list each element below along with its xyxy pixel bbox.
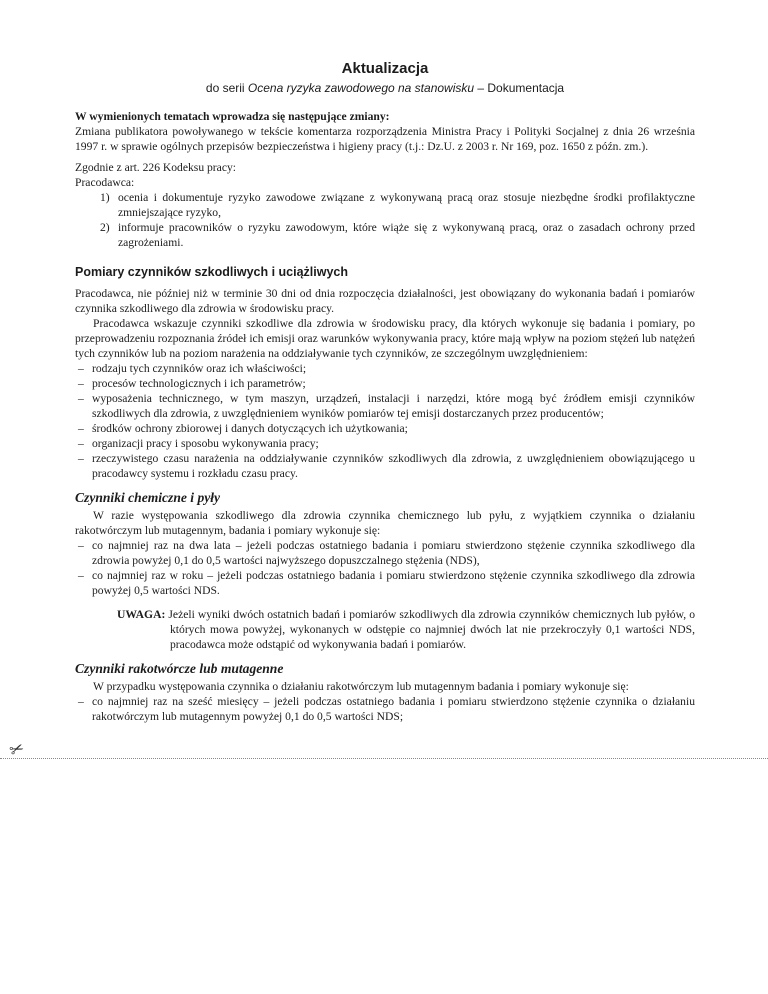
list-item-text: wyposażenia technicznego, w tym maszyn, urządzeń, instalacji i narzędzi, które mogą być źródłem emisji czynników szkodliwych dla zdrowia, z uwzględnieniem wyników pomiarów tej emisji dostarczanych przez producentów;	[92, 392, 695, 420]
list-marker: –	[78, 437, 84, 450]
list-marker: –	[78, 452, 84, 465]
list-marker: –	[78, 539, 84, 552]
chemical-paragraph-1: W razie występowania szkodliwego dla zdrowia czynnika chemicznego lub pyłu, z wyjątkiem czynnika o działaniu rakotwórczym lub mutagennym, badania i pomiary wykonuje się:	[75, 509, 695, 537]
numbered-list-item	[75, 190, 695, 220]
uwaga-text: Jeżeli wyniki dwóch ostatnich badań i pomiarów szkodliwych dla zdrowia czynników chemicznych lub pyłów, o których mowa powyżej, wykonanych w odstępie co najmniej dwóch lat nie przekroczyły 0,1 wartości NDS, pracodawca może odstąpić od wykonywania badań i pomiarów.	[168, 608, 695, 651]
list-marker: –	[78, 377, 84, 390]
dash-list-item	[75, 376, 695, 391]
subtitle-prefix: do serii	[205, 81, 248, 95]
list-marker: –	[78, 392, 84, 405]
list-marker: 2)	[100, 221, 110, 234]
cut-dotted-line	[0, 758, 768, 759]
numbered-list-item	[75, 220, 695, 250]
list-item-text: procesów technologicznych i ich parametrów;	[92, 377, 306, 390]
dash-list-item	[75, 421, 695, 436]
list-item-text: co najmniej raz w roku – jeżeli podczas ostatniego badania i pomiaru stwierdzono stężenie czynnika szkodliwego dla zdrowia powyżej 0,5 wartości NDS.	[92, 569, 695, 597]
list-item-text: środków ochrony zbiorowej i danych dotyczących ich użytkowania;	[92, 422, 408, 435]
changes-paragraph: Zmiana publikatora powoływanego w tekście komentarza rozporządzenia Ministra Pracy i Polityki Socjalnej z dnia 26 września 1997 r. w sprawie ogólnych przepisów bezpieczeństwa i higieny pracy (t.j.: Dz.U. z 2003 r. Nr 169, poz. 1650 z późn. zm.).	[75, 125, 695, 153]
list-marker: –	[78, 695, 84, 708]
list-item-text: rodzaju tych czynników oraz ich właściwości;	[92, 362, 307, 375]
carcinogenic-paragraph-1: W przypadku występowania czynnika o działaniu rakotwórczym lub mutagennym badania i pomiary wykonuje się:	[93, 680, 629, 693]
page-subtitle	[75, 81, 695, 96]
pracodawca-line: Pracodawca:	[75, 176, 135, 189]
list-marker: –	[78, 362, 84, 375]
list-item-text: informuje pracowników o ryzyku zawodowym, które wiąże się z wykonywaną pracą, oraz o zasadach ochrony przed zagrożeniami.	[118, 221, 695, 249]
subtitle-suffix: – Dokumentacja	[474, 81, 565, 95]
list-item-text: ocenia i dokumentuje ryzyko zawodowe związane z wykonywaną pracą oraz stosuje niezbędne środki profilaktyczne zmniejszające ryzyko,	[118, 191, 695, 219]
list-item-text: rzeczywistego czasu narażenia na oddziaływanie czynników szkodliwych dla zdrowia, z uwzględnieniem obowiązującego u pracodawcy systemu i rozkładu czasu pracy.	[92, 452, 695, 480]
dash-list-item	[75, 361, 695, 376]
sub-heading-carcinogenic: Czynniki rakotwórcze lub mutagenne	[75, 661, 284, 676]
uwaga-label: UWAGA:	[117, 608, 166, 621]
dash-list-item	[75, 436, 695, 451]
list-item-text: co najmniej raz na sześć miesięcy – jeżeli podczas ostatniego badania i pomiaru stwierdzono stężenie czynnika o działaniu rakotwórczym lub mutagennym powyżej 0,1 do 0,5 wartości NDS;	[92, 695, 695, 723]
changes-lead: W wymienionych tematach wprowadza się następujące zmiany:	[75, 110, 390, 123]
list-item-text: organizacji pracy i sposobu wykonywania pracy;	[92, 437, 319, 450]
dash-list-item	[75, 568, 695, 598]
dash-list-item	[75, 538, 695, 568]
document-content	[75, 60, 695, 724]
dash-list-item	[75, 391, 695, 421]
list-marker: –	[78, 569, 84, 582]
list-item-text: co najmniej raz na dwa lata – jeżeli podczas ostatniego badania i pomiaru stwierdzono stężenie czynnika szkodliwego dla zdrowia powyżej 0,1 do 0,5 wartości najwyższego dopuszczalnego stężenia (NDS),	[92, 539, 695, 567]
uwaga-note	[75, 607, 695, 652]
list-marker: –	[78, 422, 84, 435]
sub-heading-chemical: Czynniki chemiczne i pyły	[75, 490, 221, 505]
list-marker: 1)	[100, 191, 110, 204]
page-title: Aktualizacja	[341, 60, 429, 77]
dash-list-item	[75, 451, 695, 481]
pomiary-paragraph-1: Pracodawca, nie później niż w terminie 30 dni od dnia rozpoczęcia działalności, jest obowiązany do wykonania badań i pomiarów czynnika szkodliwego dla zdrowia w środowisku pracy.	[75, 287, 695, 315]
section-heading-pomiary: Pomiary czynników szkodliwych i uciążliwych	[75, 265, 349, 279]
kodeks-line: Zgodnie z art. 226 Kodeksu pracy:	[75, 161, 236, 174]
scissors-icon: ✂	[6, 738, 28, 762]
pomiary-paragraph-2: Pracodawca wskazuje czynniki szkodliwe dla zdrowia w środowisku pracy, dla których wykonuje się badania i pomiary, po przeprowadzeniu rozpoznania źródeł ich emisji oraz warunków wykonywania pracy, które mają wpływ na poziom stężeń lub natężeń tych czynników lub na poziom narażenia na oddziaływanie tych czynników, ze szczególnym uwzględnieniem:	[75, 317, 695, 360]
subtitle-series-name: Ocena ryzyka zawodowego na stanowisku	[247, 81, 475, 95]
dash-list-item	[75, 694, 695, 724]
